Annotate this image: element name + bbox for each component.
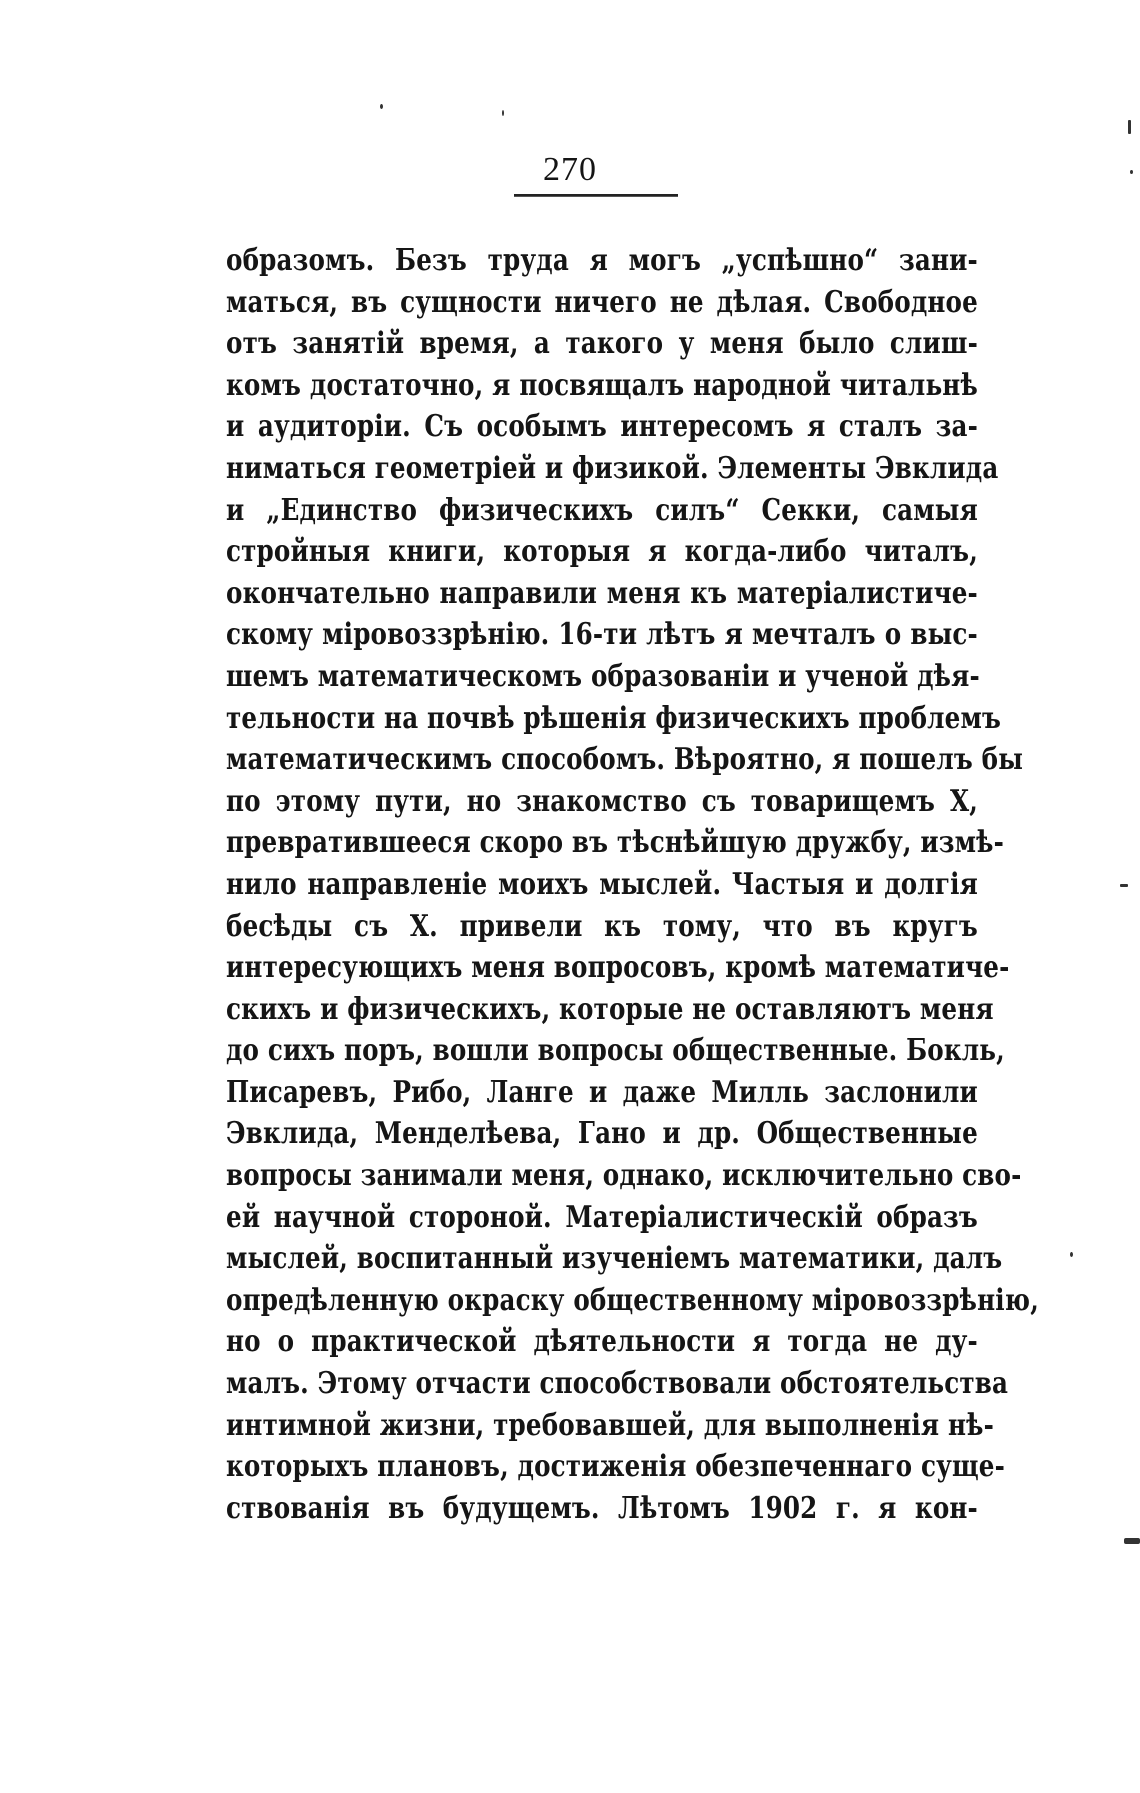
text-line: и „Единство физическихъ силъ“ Секки, самыя — [226, 492, 978, 528]
scan-speck — [1120, 884, 1128, 887]
text-line: маться, въ сущности ничего не дѣлая. Свободное — [226, 284, 978, 320]
text-line: ниматься геометріей и физикой. Элементы Эвклида — [226, 450, 999, 486]
text-line: бесѣды съ X. привели къ тому, что въ кругъ — [226, 908, 978, 944]
text-line: опредѣленную окраску общественному міровоззрѣнію, — [226, 1282, 1039, 1318]
text-line: и аудиторіи. Съ особымъ интересомъ я сталъ за- — [226, 409, 978, 445]
text-line: математическимъ способомъ. Вѣроятно, я пошелъ бы — [226, 742, 1024, 778]
text-line: интимной жизни, требовавшей, для выполненія нѣ- — [226, 1407, 994, 1443]
page-number: 270 — [543, 151, 597, 188]
text-line: образомъ. Безъ труда я могъ „успѣшно“ зани- — [226, 243, 978, 278]
text-line: стройныя книги, которыя я когда-либо читалъ, — [226, 534, 978, 570]
scan-speck — [1124, 1538, 1140, 1544]
text-line: Эвклида, Менделѣева, Гано и др. Общественные — [226, 1116, 978, 1152]
text-line: окончательно направили меня къ матеріалистиче- — [226, 575, 978, 611]
text-line: шемъ математическомъ образованіи и ученой дѣя- — [226, 658, 980, 694]
text-line: которыхъ плановъ, достиженія обезпеченнаго суще- — [226, 1449, 1005, 1485]
text-line: малъ. Этому отчасти способствовали обстоятельства — [226, 1366, 1009, 1402]
text-line: ствованія въ будущемъ. Лѣтомъ 1902 г. я кон- — [226, 1490, 978, 1526]
text-line: отъ занятій время, а такого у меня было слиш- — [226, 326, 978, 362]
text-line: ей научной стороной. Матеріалистическій образъ — [226, 1199, 978, 1235]
page-number-rule — [514, 194, 678, 197]
text-line: превратившееся скоро въ тѣснѣйшую дружбу, измѣ- — [226, 825, 1005, 861]
scan-speck — [1070, 1252, 1073, 1257]
scan-speck — [1130, 170, 1133, 174]
text-line: комъ достаточно, я посвящалъ народной читальнѣ — [226, 367, 978, 403]
scan-speck — [1128, 120, 1131, 134]
text-line: Писаревъ, Рибо, Ланге и даже Милль заслонили — [226, 1074, 978, 1110]
text-line: интересующихъ меня вопросовъ, кромѣ математиче- — [226, 950, 1010, 986]
text-line: нило направленіе моихъ мыслей. Частыя и долгія — [226, 866, 978, 902]
text-line: вопросы занимали меня, однако, исключительно сво- — [226, 1158, 1022, 1194]
text-line: по этому пути, но знакомство съ товарищемъ X, — [226, 783, 978, 819]
scan-speck — [502, 110, 504, 116]
text-line: скому міровоззрѣнію. 16-ти лѣтъ я мечталъ о выс- — [226, 617, 978, 653]
body-text — [226, 240, 1039, 1529]
text-line: до сихъ поръ, вошли вопросы общественные. Бокль, — [226, 1033, 1005, 1069]
text-line: мыслей, воспитанный изученіемъ математики, далъ — [226, 1241, 1003, 1277]
text-line: но о практической дѣятельности я тогда не ду- — [226, 1324, 978, 1360]
text-line: тельности на почвѣ рѣшенія физическихъ проблемъ — [226, 700, 1002, 736]
scan-speck — [380, 104, 383, 109]
text-line: скихъ и физическихъ, которые не оставляютъ меня — [226, 991, 994, 1027]
